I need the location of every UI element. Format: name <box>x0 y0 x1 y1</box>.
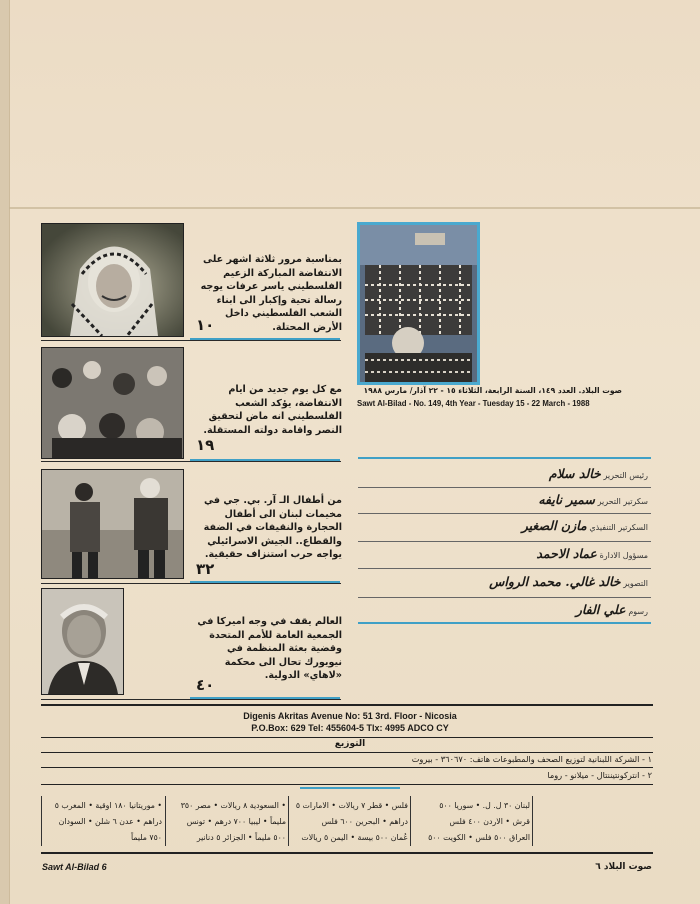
binding-edge <box>0 0 10 904</box>
staff-row-admin: مسؤول الادارة عماد الاحمد <box>536 546 648 561</box>
item-caption: بمناسبة مرور ثلاثة اشهر على الانتفاضة المباركة الزعيم الفلسطيني ياسر عرفات يوجه رسالة تحية وإكبار الى ابناء الشعب الفلسطيني داخل الأرض المحتلة. <box>200 254 342 333</box>
divider-line <box>358 487 651 488</box>
divider-line <box>358 513 651 514</box>
price-border <box>532 796 533 846</box>
distribution-line-1: ١ - الشركة اللبنانية لتوزيع الصحف والمطبوعات هاتف: ٣٦٠٦٧٠ - بيروت <box>411 754 652 764</box>
page-number: ١٠ <box>196 316 215 334</box>
staff-row-secretary: سكرتير التحرير سمير نايفه <box>538 492 648 507</box>
staff-row-editor: رئيس التحرير خالد سلام <box>548 466 648 481</box>
page-number: ١٩ <box>196 436 215 454</box>
price-border <box>288 796 289 846</box>
divider-line <box>41 704 653 706</box>
issue-line-arabic: صوت البلاد. العدد ١٤٩، السنة الرابعة، الثلاثاء ١٥ - ٢٢ آذار/ مارس ١٩٨٨ <box>363 386 622 395</box>
divider-line <box>358 568 651 569</box>
divider-line <box>358 541 651 542</box>
address-line-2: P.O.Box: 629 Tel: 455604-5 Tlx: 4995 ADCO CY <box>251 723 449 733</box>
price-border <box>41 796 42 846</box>
divider-line <box>41 767 653 768</box>
price-border <box>410 796 411 846</box>
divider-line <box>41 340 341 341</box>
page-number: ٤٠ <box>196 676 215 694</box>
price-border <box>165 796 166 846</box>
price-column-3: • السعودية ٨ ريالات • مصر ٣٥٠ مليماً • ليبيا ٧٠٠ درهم • تونس ٥٠٠ مليماً • الجزائر ٥ دنانير <box>180 801 286 842</box>
price-column-2: فلس • قطر ٧ ريالات • الامارات ٥ دراهم • البحرين ٦٠٠ فلس عُمان ٥٠٠ بيسة • اليمن ٥ ريالات <box>295 801 408 842</box>
footer-folio-arabic: صوت البلاد ٦ <box>595 862 652 872</box>
footer-rule <box>41 852 653 854</box>
blue-rule <box>358 457 651 459</box>
divider-line <box>41 583 341 584</box>
price-column-4: • موريتانيا ١٨٠ اوقية • المغرب ٥ دراهم • عدن ٦ شلن • السودان ٧٥٠ مليماً <box>54 801 162 842</box>
blue-rule <box>358 622 651 624</box>
photo-uprising-crowd <box>41 347 184 459</box>
staff-row-exec-secretary: السكرتير التنفيذي مازن الصغير <box>521 518 648 533</box>
divider-line <box>41 737 653 738</box>
divider-line <box>41 752 653 753</box>
price-column-1: لبنان ٣٠ ل. ل. • سوريا ٥٠٠ قرش • الاردن ٤٠٠ فلس العراق ٥٠٠ فلس • الكويت ٥٠٠ <box>428 801 530 842</box>
page-number: ٣٢ <box>196 560 215 578</box>
divider-line <box>358 597 651 598</box>
photo-arafat <box>41 223 184 337</box>
photo-portrait-man <box>41 588 124 695</box>
staff-row-illustration: رسوم علي الفار <box>575 602 648 617</box>
cover-thumbnail <box>357 222 480 385</box>
divider-line <box>41 784 653 785</box>
blue-rule <box>300 787 400 789</box>
issue-line-english: Sawt Al-Bilad - No. 149, 4th Year - Tuesday 15 - 22 March - 1988 <box>357 399 590 408</box>
photo-stone-children <box>41 469 184 579</box>
page-fold-line <box>9 207 700 209</box>
address-line-1: Digenis Akritas Avenue No: 51 3rd. Floor - Nicosia <box>243 711 457 721</box>
divider-line <box>41 461 341 462</box>
distribution-line-2: ٢ - انتركونتيننتال - ميلانو - روما <box>547 770 652 780</box>
item-caption: العالم يقف في وجه اميركا في الجمعية العامة للأمم المتحدة وقضية بعثة المنظمة في نيويورك تحال الى محكمة «لاهاي» الدولية. <box>197 616 342 681</box>
footer-folio-english: Sawt Al-Bilad 6 <box>42 862 107 872</box>
item-caption: من أطفال الـ آر. بي. جي في مخيمات لبنان الى أطفال الحجارة والنقيفات في الضفة والقطاع.. الجيش الاسرائيلي يواجه حرب استنزاف حقيقية. <box>203 495 342 560</box>
item-caption: مع كل يوم جديد من ايام الانتفاضة، يؤكد الشعب الفلسطيني انه ماض لتحقيق النصر واقامة دولته المستقلة. <box>203 384 342 436</box>
distribution-heading: التوزيع <box>334 739 366 749</box>
divider-line <box>41 699 341 700</box>
staff-row-photography: التصوير خالد غالي. محمد الرواس <box>489 574 648 589</box>
